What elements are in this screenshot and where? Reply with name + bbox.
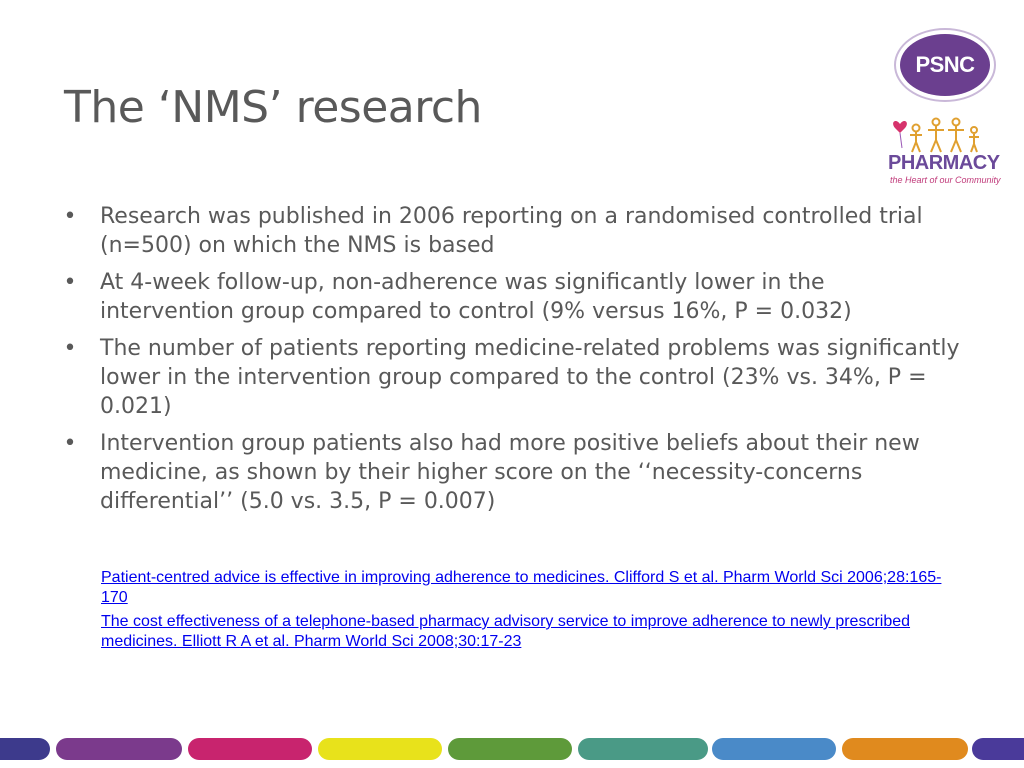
bullet-list — [60, 202, 960, 524]
psnc-logo — [894, 28, 996, 102]
psnc-logo-text: PSNC — [915, 52, 975, 77]
bullet-item — [60, 268, 960, 326]
bullet-item — [60, 429, 960, 516]
bullet-icon: • — [63, 336, 77, 361]
bullet-item — [60, 334, 960, 421]
slide-title: The ‘NMS’ research — [64, 82, 482, 133]
references — [101, 568, 961, 656]
logo-area — [880, 28, 1010, 188]
footer-bar-segment — [0, 738, 50, 760]
pharmacy-logo-text: PHARMACY — [888, 152, 1000, 174]
footer-bar-segment — [448, 738, 572, 760]
footer-bar-segment — [842, 738, 968, 760]
footer-bar-segment — [56, 738, 182, 760]
pharmacy-figures-icon — [886, 116, 986, 156]
bullet-icon: • — [63, 431, 77, 456]
bullet-item — [60, 202, 960, 260]
footer-bar-segment — [188, 738, 312, 760]
bullet-icon: • — [63, 270, 77, 295]
footer-bar-segment — [972, 738, 1024, 760]
footer-color-bar — [0, 738, 1024, 760]
footer-bar-segment — [578, 738, 708, 760]
bullet-text: At 4-week follow-up, non-adherence was significantly lower in the intervention group compared to control (9% versus 16%, P = 0.032) — [100, 270, 852, 324]
bullet-text: The number of patients reporting medicine-related problems was significantly lower in the intervention group compared to the control (23% vs. 34%, P = 0.021) — [100, 336, 960, 419]
footer-bar-segment — [712, 738, 836, 760]
reference-link-clifford[interactable]: Patient-centred advice is effective in improving adherence to medicines. Clifford S et al. Pharm World Sci 2006;28:165-170 — [101, 569, 942, 606]
reference-link-elliott[interactable]: The cost effectiveness of a telephone-based pharmacy advisory service to improve adherence to newly prescribed medicines. Elliott R A et al. Pharm World Sci 2008;30:17-23 — [101, 613, 911, 650]
pharmacy-logo-tagline: the Heart of our Community — [890, 175, 1001, 185]
psnc-logo-badge — [900, 34, 990, 96]
bullet-text: Intervention group patients also had more positive beliefs about their new medicine, as shown by their higher score on the ‘‘necessity-concerns differential’’ (5.0 vs. 3.5, P = 0.007) — [100, 431, 920, 514]
bullet-text: Research was published in 2006 reporting on a randomised controlled trial (n=500) on which the NMS is based — [100, 204, 923, 258]
footer-bar-segment — [318, 738, 442, 760]
bullet-icon: • — [63, 204, 77, 229]
